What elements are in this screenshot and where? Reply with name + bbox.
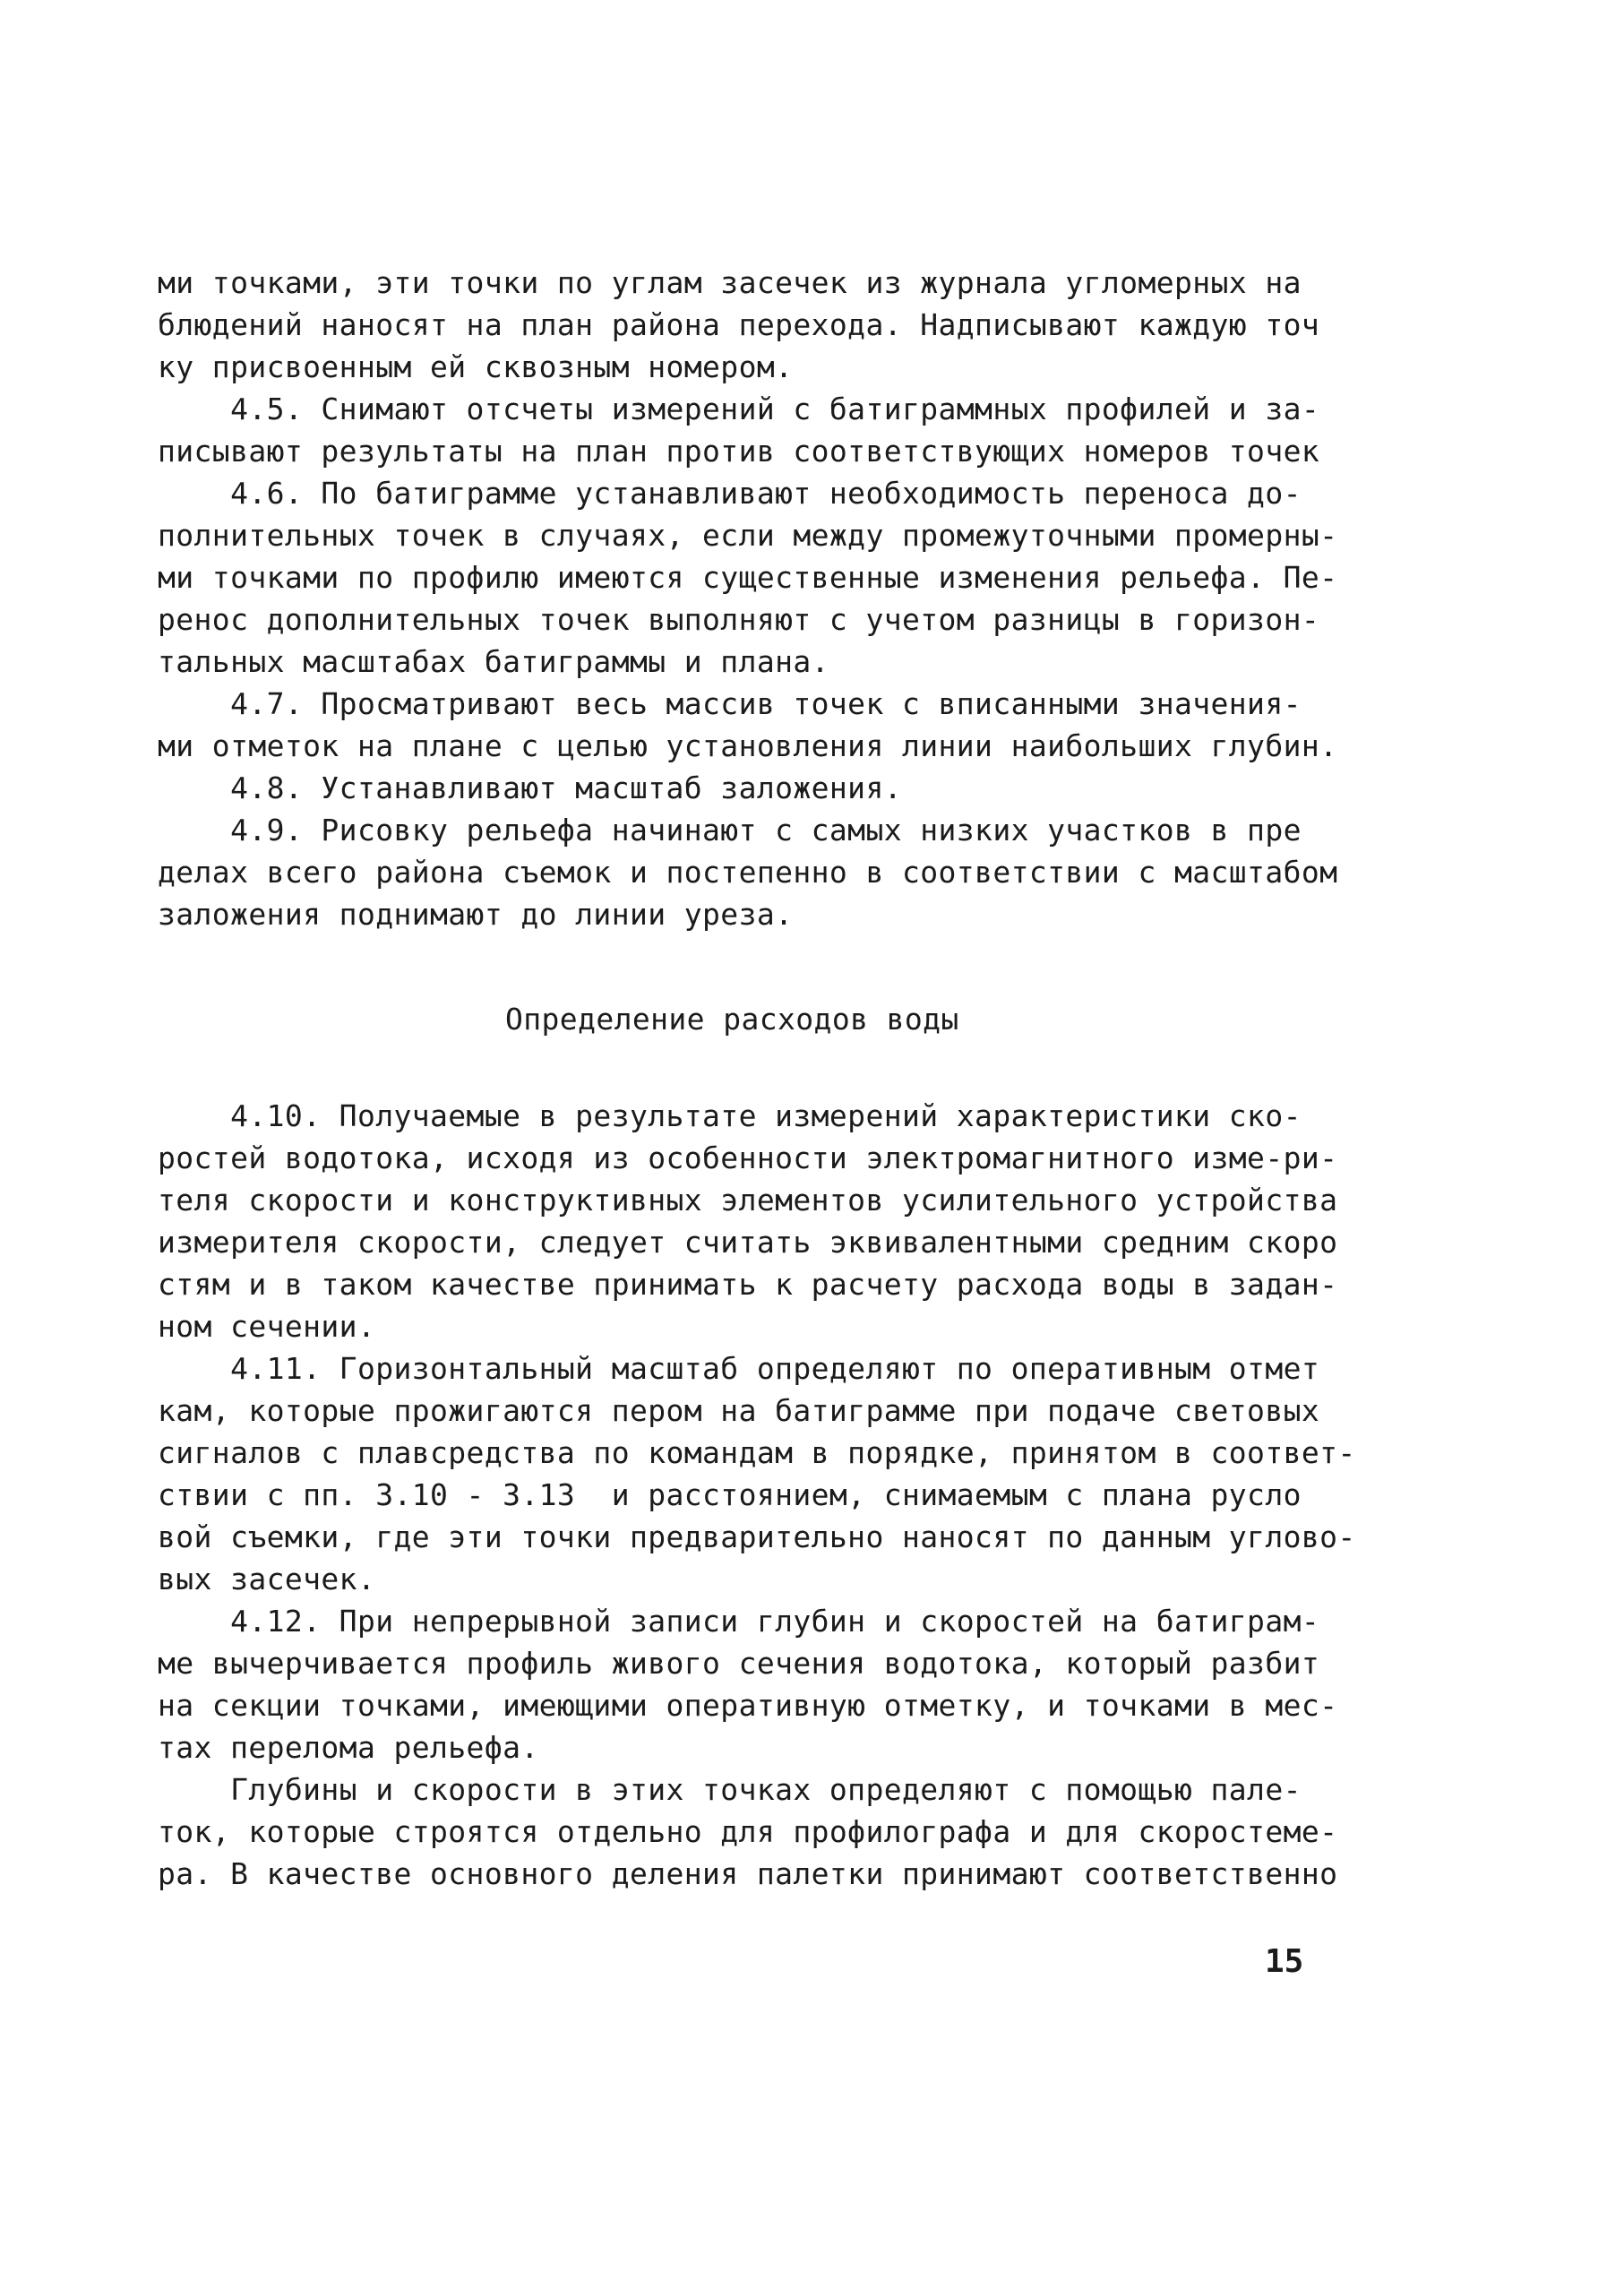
section-heading: Определение расходов воды [505, 1002, 959, 1037]
text-line: Глубины и скорости в этих точках определяют с помощью пале- [158, 1772, 1302, 1807]
text-line: теля скорости и конструктивных элементов усилительного устройства [158, 1183, 1338, 1218]
text-line: ствии с пп. 3.10 - 3.13 и расстоянием, снимаемым с плана русло [158, 1477, 1302, 1512]
text-line: вых засечек. [158, 1562, 376, 1596]
text-line: ростей водотока, исходя из особенности электромагнитного изме-ри- [158, 1140, 1338, 1175]
text-line: тах перелома рельефа. [158, 1730, 539, 1765]
text-line: ми точками, эти точки по углам засечек из журнала угломерных на [158, 265, 1302, 300]
text-line: ми отметок на плане с целью установления линии наибольших глубин. [158, 728, 1338, 763]
text-line: ренос дополнительных точек выполняют с учетом разницы в горизон- [158, 602, 1320, 637]
text-line: 4.8. Устанавливают масштаб заложения. [158, 770, 902, 805]
text-line: 4.9. Рисовку рельефа начинают с самых низких участков в пре [158, 813, 1302, 848]
text-line: кам, которые прожигаются пером на батиграмме при подаче световых [158, 1393, 1320, 1428]
text-line: ме вычерчивается профиль живого сечения водотока, который разбит [158, 1646, 1320, 1681]
text-line: ку присвоенным ей сквозным номером. [158, 349, 794, 384]
text-line: ми точками по профилю имеются существенные изменения рельефа. Пе- [158, 560, 1338, 595]
page-number: 15 [1265, 1943, 1304, 1980]
text-line: писывают результаты на план против соответствующих номеров точек [158, 434, 1320, 469]
text-line: измерителя скорости, следует считать эквивалентными средним скоро [158, 1225, 1338, 1260]
text-line: ток, которые строятся отдельно для профилографа и для скоростеме- [158, 1814, 1338, 1849]
text-line: 4.6. По батиграмме устанавливают необходимость переноса до- [158, 476, 1302, 511]
text-line: тальных масштабах батиграммы и плана. [158, 644, 829, 679]
text-line: ном сечении. [158, 1309, 376, 1344]
text-line: ра. В качестве основного деления палетки принимают соответственно [158, 1856, 1338, 1891]
text-line: на секции точками, имеющими оперативную отметку, и точками в мес- [158, 1688, 1338, 1723]
text-line: полнительных точек в случаях, если между промежуточными промерны- [158, 518, 1338, 553]
text-line: 4.12. При непрерывной записи глубин и скоростей на батиграм- [158, 1604, 1320, 1639]
text-line: заложения поднимают до линии уреза. [158, 897, 794, 932]
text-line: делах всего района съемок и постепенно в соответствии с масштабом [158, 855, 1338, 890]
text-line: стям и в таком качестве принимать к расчету расхода воды в задан- [158, 1267, 1338, 1302]
text-line: 4.5. Снимают отсчеты измерений с батиграммных профилей и за- [158, 392, 1320, 426]
text-line: 4.10. Получаемые в результате измерений характеристики ско- [158, 1098, 1302, 1133]
text-line: блюдений наносят на план района перехода. Надписывают каждую точ [158, 307, 1320, 342]
text-line: 4.7. Просматривают весь массив точек с вписанными значения- [158, 686, 1302, 721]
text-line: сигналов с плавсредства по командам в порядке, принятом в соответ- [158, 1435, 1356, 1470]
text-line: вой съемки, где эти точки предварительно наносят по данным углово- [158, 1519, 1356, 1554]
text-line: 4.11. Горизонтальный масштаб определяют по оперативным отмет [158, 1351, 1320, 1386]
